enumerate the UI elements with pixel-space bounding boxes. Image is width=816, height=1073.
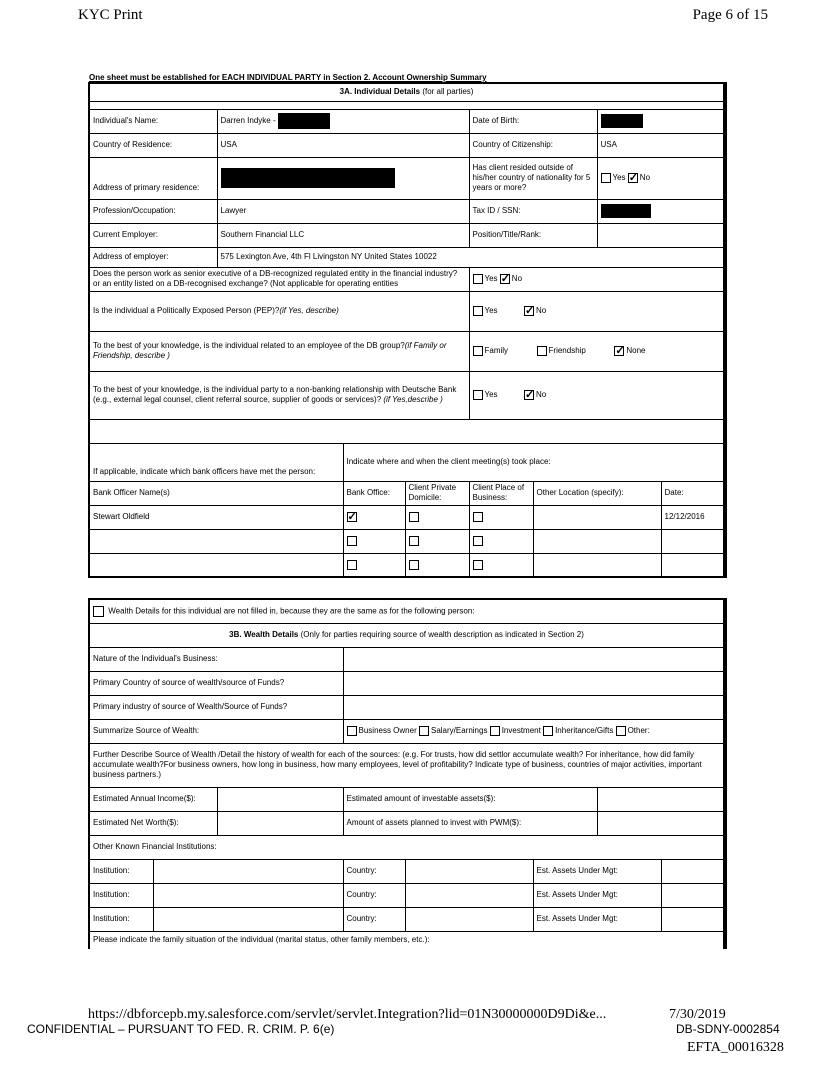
- residence-label: Country of Residence:: [89, 133, 217, 157]
- meeting-row: [89, 505, 725, 529]
- business-owner-label: Business Owner: [358, 726, 417, 736]
- family-checkbox[interactable]: [473, 346, 483, 356]
- meeting-row: [89, 553, 725, 577]
- country-col-label: Country:: [343, 907, 405, 931]
- outside-no-checkbox[interactable]: [628, 173, 638, 183]
- bates-number: DB-SDNY-0002854: [676, 1022, 780, 1036]
- institution-label: Institution:: [89, 883, 153, 907]
- page-number: Page 6 of 15: [692, 7, 768, 23]
- col-domicile-header: Client Private Domicile:: [405, 481, 469, 505]
- meeting-row: [89, 529, 725, 553]
- pep-no-label: No: [536, 306, 547, 316]
- section-3a-title-suffix: (for all parties): [422, 87, 474, 97]
- further-describe-text: Further Describe Source of Wealth /Detail the history of wealth for each of the sources: (e.g. For trusts, how did settlor accumulate wealth? For inheritance, how did family accumulate wealth?For business owners, how long in business, how many employees, level of profitability? Indicate type of business, countries of major activities, important business partners.): [89, 743, 725, 787]
- section-3a-individual-details: [88, 82, 724, 578]
- family-label: Family: [484, 346, 509, 356]
- bank-office-checkbox[interactable]: [347, 560, 357, 570]
- aum-label: Est. Assets Under Mgt:: [533, 907, 661, 931]
- other-label: Other:: [627, 726, 650, 736]
- officer-name: [89, 553, 343, 577]
- same-as-checkbox[interactable]: [93, 606, 104, 617]
- institution-label: Institution:: [89, 859, 153, 883]
- taxid-label: Tax ID / SSN:: [469, 199, 597, 223]
- senior-no-checkbox[interactable]: [500, 274, 510, 284]
- investable-assets-label: Estimated amount of investable assets($):: [343, 787, 597, 811]
- col-business-header: Client Place of Business:: [469, 481, 533, 505]
- salary-checkbox[interactable]: [419, 726, 429, 736]
- other-location: [533, 505, 661, 529]
- redaction-block: [221, 168, 395, 188]
- bank-office-checkbox[interactable]: [347, 512, 357, 522]
- employer-label: Current Employer:: [89, 223, 217, 247]
- pep-question-suffix: (if Yes, describe): [279, 306, 339, 315]
- efta-number: EFTA_00016328: [687, 1040, 784, 1055]
- section-3a-title: 3A. Individual Details: [339, 87, 421, 97]
- same-as-label: Wealth Details for this individual are not filled in, because they are the same as for the following person:: [108, 606, 475, 616]
- employer-address-value: 575 Lexington Ave, 4th Fl Livingston NY United States 10022: [217, 247, 725, 267]
- senior-no-label: No: [511, 274, 523, 284]
- other-institutions-label: Other Known Financial Institutions:: [89, 835, 725, 859]
- country-source-label: Primary Country of source of wealth/source of Funds?: [89, 671, 343, 695]
- domicile-checkbox[interactable]: [409, 560, 419, 570]
- investment-checkbox[interactable]: [490, 726, 500, 736]
- dob-label: Date of Birth:: [469, 109, 597, 133]
- employer-address-label: Address of employer:: [89, 247, 217, 267]
- summarize-label: Summarize Source of Wealth:: [89, 719, 343, 743]
- form-instruction-note: One sheet must be established for EACH INDIVIDUAL PARTY in Section 2. Account Ownership Summary: [89, 73, 487, 82]
- confidential-notice: CONFIDENTIAL – PURSUANT TO FED. R. CRIM. P. 6(e): [27, 1022, 335, 1036]
- senior-yes-checkbox[interactable]: [473, 274, 483, 284]
- bank-office-checkbox[interactable]: [347, 536, 357, 546]
- other-location: [533, 529, 661, 553]
- address-label: Address of primary residence:: [89, 157, 217, 199]
- related-employee-question: To the best of your knowledge, is the individual related to an employee of the DB group?: [93, 341, 405, 350]
- business-checkbox[interactable]: [473, 512, 483, 522]
- redaction-block: [601, 114, 643, 128]
- institution-row: [89, 883, 725, 907]
- senior-executive-question: Does the person work as senior executive of a DB-recognized regulated entity in the financial industry? or an entity listed on a DB-recognised exchange? (Not applicable for operating entities: [89, 267, 469, 291]
- profession-label: Profession/Occupation:: [89, 199, 217, 223]
- none-checkbox[interactable]: [614, 346, 624, 356]
- nonbank-yes-checkbox[interactable]: [473, 390, 483, 400]
- name-label: Individual's Name:: [89, 109, 217, 133]
- institution-row: [89, 907, 725, 931]
- institution-row: [89, 859, 725, 883]
- business-checkbox[interactable]: [473, 536, 483, 546]
- net-worth-label: Estimated Net Worth($):: [89, 811, 217, 835]
- domicile-checkbox[interactable]: [409, 512, 419, 522]
- outside-yes-checkbox[interactable]: [601, 173, 611, 183]
- section-3b-title-suffix: (Only for parties requiring source of wealth description as indicated in Section 2): [300, 630, 584, 639]
- name-value: Darren Indyke -: [220, 116, 276, 126]
- institution-label: Institution:: [89, 907, 153, 931]
- position-label: Position/Title/Rank:: [469, 223, 597, 247]
- salary-label: Salary/Earnings: [430, 726, 488, 736]
- outside-yes-label: Yes: [612, 173, 626, 183]
- officer-name: [89, 529, 343, 553]
- none-label: None: [626, 346, 646, 356]
- footer-date: 7/30/2019: [669, 1007, 726, 1022]
- col-other-header: Other Location (specify):: [533, 481, 661, 505]
- family-situation-label: Please indicate the family situation of the individual (marital status, other family members, etc.):: [89, 931, 725, 949]
- pep-question: Is the individual a Politically Exposed Person (PEP)?: [93, 306, 280, 315]
- pep-yes-label: Yes: [484, 306, 498, 316]
- print-header-title: KYC Print: [78, 7, 143, 23]
- employer-value: Southern Financial LLC: [217, 223, 469, 247]
- aum-label: Est. Assets Under Mgt:: [533, 859, 661, 883]
- inheritance-label: Inheritance/Gifts: [555, 726, 614, 736]
- inheritance-checkbox[interactable]: [543, 726, 553, 736]
- citizenship-value: USA: [597, 133, 725, 157]
- non-banking-question: To the best of your knowledge, is the individual party to a non-banking relationship with Deutsche Bank (e.g., external legal counsel, client referral source, supplier of goods or services)?: [93, 385, 457, 404]
- domicile-checkbox[interactable]: [409, 536, 419, 546]
- non-banking-question-suffix: (if Yes,describe ): [383, 395, 443, 404]
- nonbank-no-checkbox[interactable]: [524, 390, 534, 400]
- pep-yes-checkbox[interactable]: [473, 306, 483, 316]
- country-col-label: Country:: [343, 883, 405, 907]
- industry-source-label: Primary industry of source of Wealth/Source of Funds?: [89, 695, 343, 719]
- redaction-block: [601, 204, 651, 218]
- outside-no-label: No: [639, 173, 651, 183]
- nonbank-yes-label: Yes: [484, 390, 498, 400]
- country-col-label: Country:: [343, 859, 405, 883]
- nature-label: Nature of the Individual's Business:: [89, 647, 343, 671]
- meeting-date: 12/12/2016: [661, 505, 725, 529]
- friendship-label: Friendship: [548, 346, 586, 356]
- col-office-header: Bank Office:: [343, 481, 405, 505]
- related-question-suffix: (if Family or Friendship, describe ): [93, 341, 447, 360]
- section-3b-wealth-details: [88, 598, 724, 949]
- pwm-assets-label: Amount of assets planned to invest with PWM($):: [343, 811, 597, 835]
- bank-officers-question: If applicable, indicate which bank officers have met the person:: [89, 443, 343, 481]
- business-checkbox[interactable]: [473, 560, 483, 570]
- investment-label: Investment: [501, 726, 541, 736]
- friendship-checkbox[interactable]: [537, 346, 547, 356]
- nonbank-no-label: No: [536, 390, 547, 400]
- col-date-header: Date:: [661, 481, 725, 505]
- senior-yes-label: Yes: [484, 274, 498, 284]
- meeting-location-question: Indicate where and when the client meeting(s) took place:: [343, 443, 725, 481]
- pep-no-checkbox[interactable]: [524, 306, 534, 316]
- other-checkbox[interactable]: [616, 726, 626, 736]
- business-owner-checkbox[interactable]: [347, 726, 357, 736]
- outside-nationality-question: Has client resided outside of his/her country of nationality for 5 years or more?: [469, 157, 597, 199]
- aum-label: Est. Assets Under Mgt:: [533, 883, 661, 907]
- redaction-block: [278, 113, 330, 129]
- annual-income-label: Estimated Annual Income($):: [89, 787, 217, 811]
- other-location: [533, 553, 661, 577]
- footer-url: https://dbforcepb.my.salesforce.com/servlet/servlet.Integration?lid=01N30000000D9Di&e...: [88, 1007, 607, 1022]
- profession-value: Lawyer: [217, 199, 469, 223]
- residence-value: USA: [217, 133, 469, 157]
- officer-name: Stewart Oldfield: [89, 505, 343, 529]
- meeting-date: [661, 529, 725, 553]
- citizenship-label: Country of Citizenship:: [469, 133, 597, 157]
- col-officer-header: Bank Officer Name(s): [89, 481, 343, 505]
- meeting-date: [661, 553, 725, 577]
- section-3b-title: 3B. Wealth Details: [229, 630, 299, 639]
